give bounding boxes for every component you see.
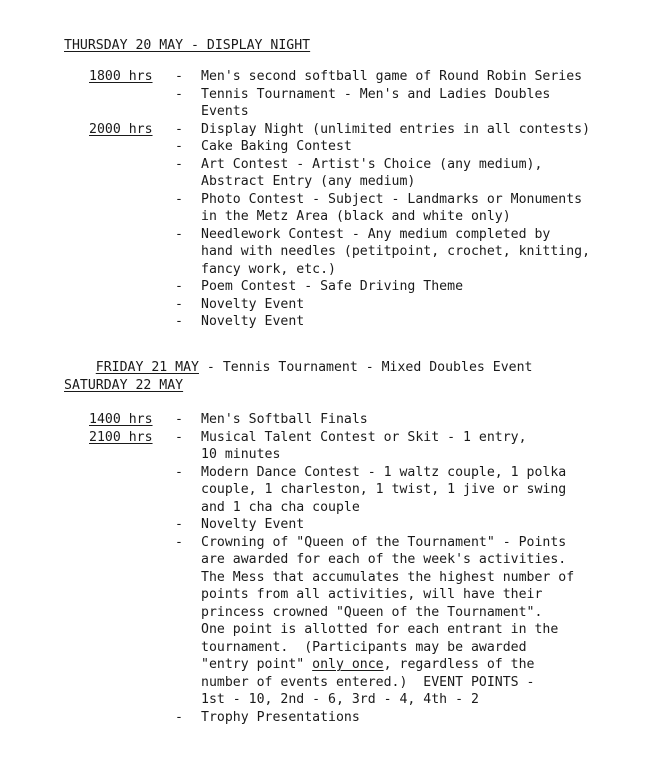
saturday-description bbox=[201, 709, 641, 727]
thursday-heading: THURSDAY 20 MAY - DISPLAY NIGHT bbox=[64, 38, 311, 53]
saturday-description bbox=[201, 464, 641, 517]
description-line: fancy work, etc.) bbox=[201, 261, 336, 277]
dash-bullet: - bbox=[175, 517, 183, 532]
description-line: Men's Softball Finals bbox=[201, 412, 368, 427]
dash-bullet: - bbox=[175, 86, 183, 102]
dash-bullet: - bbox=[175, 709, 183, 725]
thursday-description bbox=[201, 278, 641, 296]
description-line: Needlework Contest - Any medium completed by bbox=[201, 226, 551, 242]
saturday-description bbox=[201, 429, 641, 464]
description-line: number of events entered.) EVENT POINTS - bbox=[201, 674, 535, 690]
saturday-time: 2100 hrs bbox=[89, 429, 153, 445]
dash-bullet: - bbox=[175, 121, 183, 137]
saturday-description bbox=[201, 534, 641, 709]
description-line: couple, 1 charleston, 1 twist, 1 jive or swing bbox=[201, 482, 567, 497]
description-line: points from all activities, will have their bbox=[201, 587, 543, 602]
description-line: in the Metz Area (black and white only) bbox=[201, 209, 511, 224]
description-line: "entry point" only once, regardless of the bbox=[201, 657, 535, 672]
saturday-heading: SATURDAY 22 MAY bbox=[64, 378, 184, 393]
thursday-description bbox=[201, 156, 641, 191]
thursday-time: 1800 hrs bbox=[89, 69, 153, 84]
friday-heading: FRIDAY 21 MAY bbox=[95, 360, 199, 375]
description-line: Photo Contest - Subject - Landmarks or Monuments bbox=[201, 191, 583, 207]
description-line: One point is allotted for each entrant in the bbox=[201, 622, 559, 637]
dash-bullet: - bbox=[175, 412, 183, 427]
thursday-description bbox=[201, 68, 641, 86]
dash-bullet: - bbox=[175, 464, 183, 480]
dash-bullet: - bbox=[175, 296, 183, 312]
dash-bullet: - bbox=[175, 69, 183, 84]
dash-bullet: - bbox=[175, 139, 183, 154]
description-line: Trophy Presentations bbox=[201, 709, 360, 725]
thursday-time: 2000 hrs bbox=[89, 121, 153, 137]
description-line: are awarded for each of the week's activities. bbox=[201, 552, 567, 567]
dash-bullet: - bbox=[175, 156, 183, 172]
friday-text: Tennis Tournament - Mixed Doubles Event bbox=[222, 360, 533, 375]
dash-bullet: - bbox=[175, 191, 183, 207]
description-line: hand with needles (petitpoint, crochet, knitting, bbox=[201, 244, 591, 259]
description-line: tournament. (Participants may be awarded bbox=[201, 639, 527, 655]
description-line: Events bbox=[201, 104, 249, 119]
description-line: Musical Talent Contest or Skit - 1 entry, bbox=[201, 429, 527, 445]
dash-bullet: - bbox=[175, 429, 183, 445]
description-line: 1st - 10, 2nd - 6, 3rd - 4, 4th - 2 bbox=[201, 692, 479, 707]
thursday-description bbox=[201, 138, 641, 156]
dash-bullet: - bbox=[175, 534, 183, 550]
description-line: and 1 cha cha couple bbox=[201, 499, 360, 515]
description-line: Poem Contest - Safe Driving Theme bbox=[201, 279, 464, 294]
description-line: Cake Baking Contest bbox=[201, 139, 352, 154]
saturday-time: 1400 hrs bbox=[89, 412, 153, 427]
description-line: Novelty Event bbox=[201, 314, 305, 329]
friday-separator: - bbox=[198, 360, 223, 375]
description-line: Modern Dance Contest - 1 waltz couple, 1 polka bbox=[201, 464, 567, 480]
dash-bullet: - bbox=[175, 279, 183, 294]
thursday-description bbox=[201, 296, 641, 314]
description-line: Novelty Event bbox=[201, 517, 305, 532]
saturday-description bbox=[201, 516, 641, 534]
thursday-description bbox=[201, 121, 641, 139]
description-line: Art Contest - Artist's Choice (any medium), bbox=[201, 156, 543, 172]
dash-bullet: - bbox=[175, 226, 183, 242]
thursday-description bbox=[201, 86, 641, 121]
saturday-description bbox=[201, 411, 641, 429]
description-line: The Mess that accumulates the highest number of bbox=[201, 569, 575, 585]
description-line: Tennis Tournament - Men's and Ladies Doubles bbox=[201, 86, 551, 102]
dash-bullet: - bbox=[175, 314, 183, 329]
thursday-description bbox=[201, 313, 641, 331]
description-line: Abstract Entry (any medium) bbox=[201, 174, 416, 189]
description-line: Crowning of "Queen of the Tournament" - Points bbox=[201, 534, 567, 550]
description-line: princess crowned "Queen of the Tournament". bbox=[201, 604, 543, 620]
description-line: Novelty Event bbox=[201, 296, 305, 312]
description-line: Display Night (unlimited entries in all contests) bbox=[201, 121, 591, 137]
underlined-phrase: only once bbox=[312, 657, 384, 672]
thursday-description bbox=[201, 226, 641, 279]
description-line: 10 minutes bbox=[201, 447, 281, 462]
description-line: Men's second softball game of Round Robin Series bbox=[201, 69, 583, 84]
thursday-description bbox=[201, 191, 641, 226]
